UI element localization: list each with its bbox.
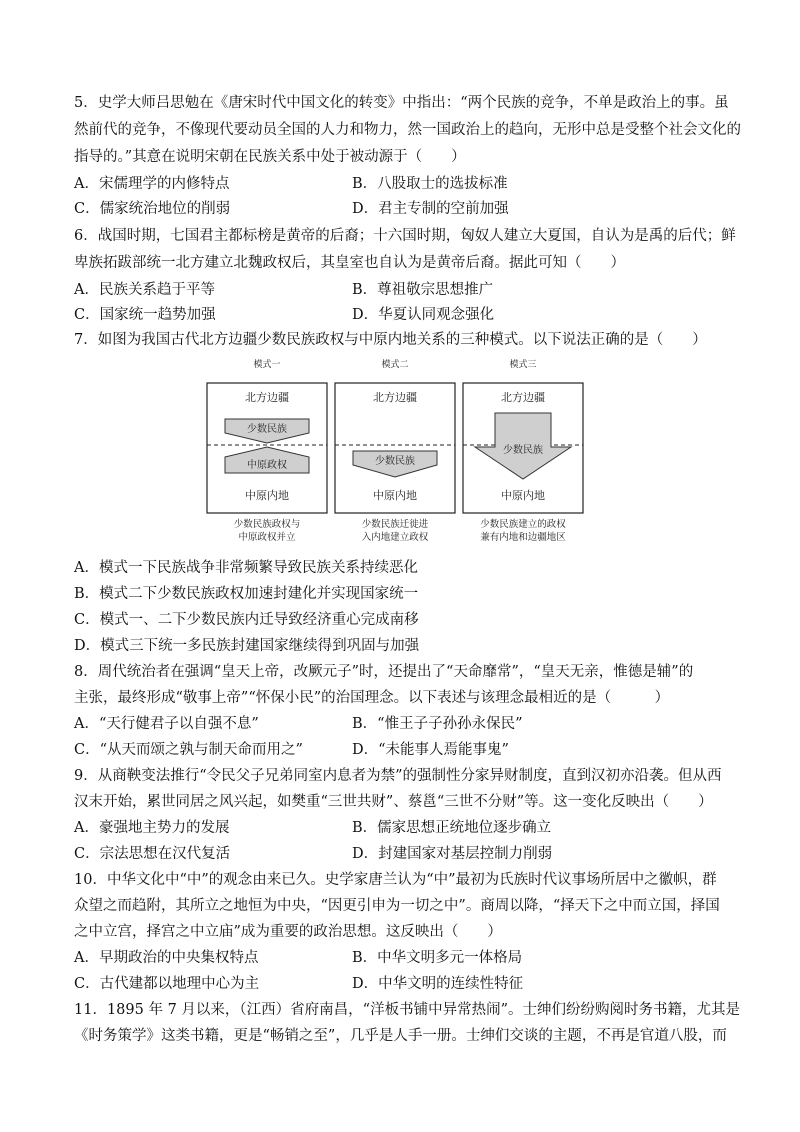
mode-1-central: 中原政权	[247, 460, 287, 471]
q7-diagram	[205, 355, 585, 560]
mode-3-panel	[463, 383, 583, 513]
q7-stem: 7．如图为我国古代北方边疆少数民族政权与中原内地关系的三种模式。以下说法正确的是（ ）	[74, 332, 707, 348]
q6-option-b: B．尊祖敬宗思想推广	[352, 282, 494, 298]
q9-option-b: B．儒家思想正统地位逐步确立	[352, 820, 552, 836]
q8-option-b: B．“惟王子子孙孙永保民”	[352, 716, 523, 732]
q5-option-d: D．君主专制的空前加强	[352, 201, 509, 217]
q10-option-a: A．早期政治的中央集权特点	[74, 950, 259, 966]
mode-3-north: 北方边疆	[501, 391, 545, 404]
q11-stem-line-2: 《时务策学》这类书籍，更是“畅销之至”，几乎是人手一册。士绅们交谈的主题，不再是官道八股，而	[74, 1028, 727, 1044]
mode-3-inland: 中原内地	[501, 489, 545, 502]
q9-option-c: C．宗法思想在汉代复活	[74, 846, 231, 862]
q9-stem-line-2: 汉末开始，累世同居之风兴起，如樊重“三世共财”、蔡邕“三世不分财”等。这一变化反映出（ ）	[74, 794, 713, 810]
mode-1-north: 北方边疆	[245, 391, 289, 404]
mode-1-caption-2: 中原政权并立	[238, 532, 296, 543]
q5-option-b: B．八股取士的选拔标准	[352, 176, 508, 192]
q6-option-a: A．民族关系趋于平等	[74, 282, 215, 298]
q10-stem-line-2: 众望之而趋附，其所立之地恒为中央，“因更引申为一切之中”。商周以降，“择天下之中而立国，择国	[74, 898, 720, 914]
mode-1-panel	[207, 383, 327, 513]
q8-option-a: A．“天行健君子以自强不息”	[74, 716, 259, 732]
mode-title-3: 模式三	[509, 360, 537, 370]
q10-stem-line-1: 10．中华文化中“中”的观念由来已久。史学家唐兰认为“中”最初为氏族时代议事场所居中之徽帜，群	[74, 872, 717, 888]
q7-option-a: A．模式一下民族战争非常频繁导致民族关系持续恶化	[74, 560, 418, 576]
q9-option-d: D．封建国家对基层控制力削弱	[352, 846, 553, 862]
q6-option-d: D．华夏认同观念强化	[352, 307, 495, 323]
q8-option-c: C．“从天而颂之孰与制天命而用之”	[74, 742, 303, 758]
q5-stem-line-3: 指导的。”其意在说明宋朝在民族关系中处于被动源于（ ）	[74, 149, 466, 165]
mode-title-1: 模式一	[253, 360, 281, 370]
mode-2-panel	[335, 383, 455, 513]
q10-option-c: C．古代建都以地理中心为主	[74, 976, 260, 992]
mode-1-minority: 少数民族	[247, 424, 287, 435]
q6-option-c: C．国家统一趋势加强	[74, 307, 216, 323]
q10-option-b: B．中华文明多元一体格局	[352, 950, 523, 966]
q7-option-b: B．模式二下少数民族政权加速封建化并实现国家统一	[74, 586, 419, 602]
mode-2-inland: 中原内地	[373, 489, 417, 502]
q6-stem-line-2: 卑族拓跋部统一北方建立北魏政权后，其皇室也自认为是黄帝后裔。据此可知（ ）	[74, 255, 625, 271]
q8-stem-line-2: 主张，最终形成“敬事上帝”“怀保小民”的治国理念。以下表述与该理念最相近的是（ ）	[74, 690, 670, 706]
mode-1-inland: 中原内地	[245, 489, 289, 502]
mode-title-2: 模式二	[381, 360, 409, 370]
q7-option-c: C．模式一、二下少数民族内迁导致经济重心完成南移	[74, 612, 419, 628]
q8-stem-line-1: 8．周代统治者在强调“皇天上帝，改厥元子”时，还提出了“天命靡常”，“皇天无亲，惟德是辅”的	[74, 664, 694, 680]
q5-option-a: A．宋儒理学的内修特点	[74, 176, 230, 192]
q9-stem-line-1: 9．从商鞅变法推行“令民父子兄弟同室内息者为禁”的强制性分家异财制度，直到汉初亦沿袭。但从西	[74, 768, 722, 784]
q10-stem-line-3: 之中立宫，择宫之中立庙”成为重要的政治思想。这反映出（ ）	[74, 924, 502, 940]
q5-stem-line-2: 然前代的竞争，不像现代要动员全国的人力和物力，然一国政治上的趋向，无形中总是受整个社会文化的	[74, 122, 741, 138]
mode-2-north: 北方边疆	[373, 391, 417, 404]
mode-2-caption-1: 少数民族迁徙进	[361, 519, 429, 530]
q6-stem-line-1: 6．战国时期，七国君主都标榜是黄帝的后裔；十六国时期，匈奴人建立大夏国，自认为是禹的后代；鲜	[74, 228, 736, 244]
mode-1-caption-1: 少数民族政权与	[233, 519, 301, 530]
mode-3-caption-2: 兼有内地和边疆地区	[480, 532, 566, 543]
q10-option-d: D．中华文明的连续性特征	[352, 976, 524, 992]
q7-option-d: D．模式三下统一多民族封建国家继续得到巩固与加强	[74, 638, 420, 654]
q5-option-c: C．儒家统治地位的削弱	[74, 201, 231, 217]
q9-option-a: A．豪强地主势力的发展	[74, 820, 230, 836]
mode-2-minority: 少数民族	[375, 456, 415, 467]
q11-stem-line-1: 11．1895 年 7 月以来，（江西）省府南昌，“洋板书铺中异常热闹”。士绅们纷纷购阅时务书籍，尤其是	[74, 1002, 740, 1018]
q5-stem-line-1: 5．史学大师吕思勉在《唐宋时代中国文化的转变》中指出：“两个民族的竞争，不单是政治上的事。虽	[74, 95, 729, 111]
mode-3-minority: 少数民族	[503, 445, 543, 456]
mode-2-caption-2: 入内地建立政权	[361, 532, 429, 543]
q8-option-d: D．“未能事人焉能事鬼”	[352, 742, 509, 758]
mode-3-caption-1: 少数民族建立的政权	[480, 519, 566, 530]
